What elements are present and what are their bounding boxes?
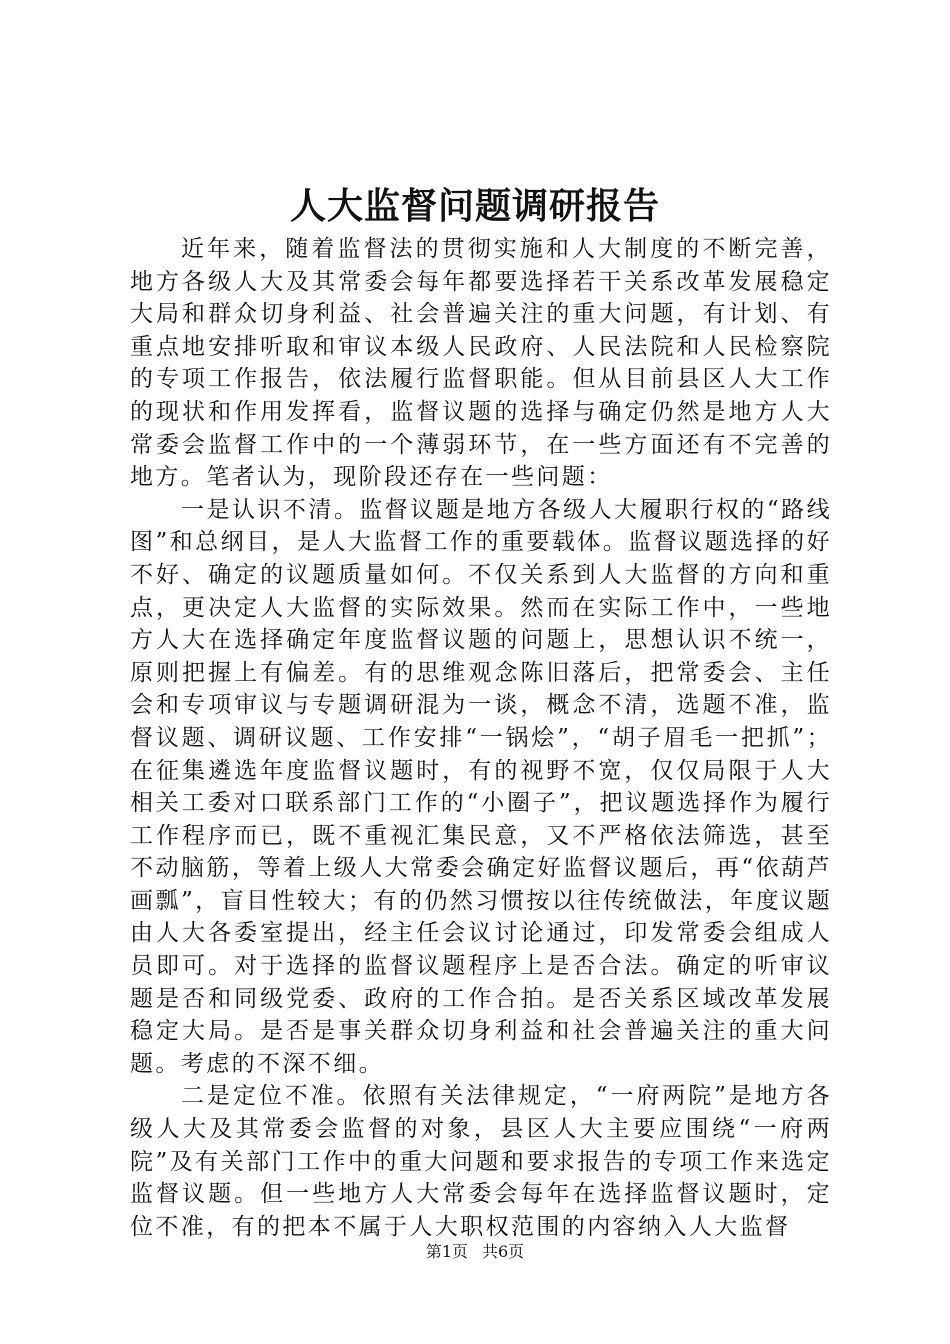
page-total: 共6页	[482, 1242, 525, 1261]
page-footer	[0, 1240, 950, 1264]
document-body	[130, 233, 832, 1243]
page-number: 第1页	[425, 1242, 468, 1261]
paragraph-point-two: 二是定位不准。依照有关法律规定，“一府两院”是地方各级人大及其常委会监督的对象，县区人大主要应围绕“一府两院”及有关部门工作中的重大问题和要求报告的专项工作来选定监督议题。但一些地方人大常委会每年在选择监督议题时，定位不准，有的把本不属于人大职权范围的内容纳入人大监督	[130, 1083, 832, 1240]
document-title: 人大监督问题调研报告	[289, 185, 660, 227]
paragraph-intro: 近年来，随着监督法的贯彻实施和人大制度的不断完善，地方各级人大及其常委会每年都要选择若干关系改革发展稳定大局和群众切身利益、社会普遍关注的重大问题，有计划、有重点地安排听取和审议本级人民政府、人民法院和人民检察院的专项工作报告，依法履行监督职能。但从目前县区人大工作的现状和作用发挥看，监督议题的选择与确定仍然是地方人大常委会监督工作中的一个薄弱环节，在一些方面还有不完善的地方。笔者认为，现阶段还存在一些问题：	[130, 236, 832, 491]
paragraph-point-one: 一是认识不清。监督议题是地方各级人大履职行权的“路线图”和总纲目，是人大监督工作的重要载体。监督议题选择的好不好、确定的议题质量如何。不仅关系到人大监督的方向和重点，更决定人大监督的实际效果。然而在实际工作中，一些地方人大在选择确定年度监督议题的问题上，思想认识不统一，原则把握上有偏差。有的思维观念陈旧落后，把常委会、主任会和专项审议与专题调研混为一谈，概念不清，选题不准，监督议题、调研议题、工作安排“一锅烩”，“胡子眉毛一把抓”；在征集遴选年度监督议题时，有的视野不宽，仅仅局限于人大相关工委对口联系部门工作的“小圈子”，把议题选择作为履行工作程序而已，既不重视汇集民意，又不严格依法筛选，甚至不动脑筋，等着上级人大常委会确定好监督议题后，再“依葫芦画瓢”，盲目性较大；有的仍然习惯按以往传统做法，年度议题由人大各委室提出，经主任会议讨论通过，印发常委会组成人员即可。对于选择的监督议题程序上是否合法。确定的听审议题是否和同级党委、政府的工作合拍。是否关系区域改革发展稳定大局。是否是事关群众切身利益和社会普遍关注的重大问题。考虑的不深不细。	[130, 496, 832, 1077]
